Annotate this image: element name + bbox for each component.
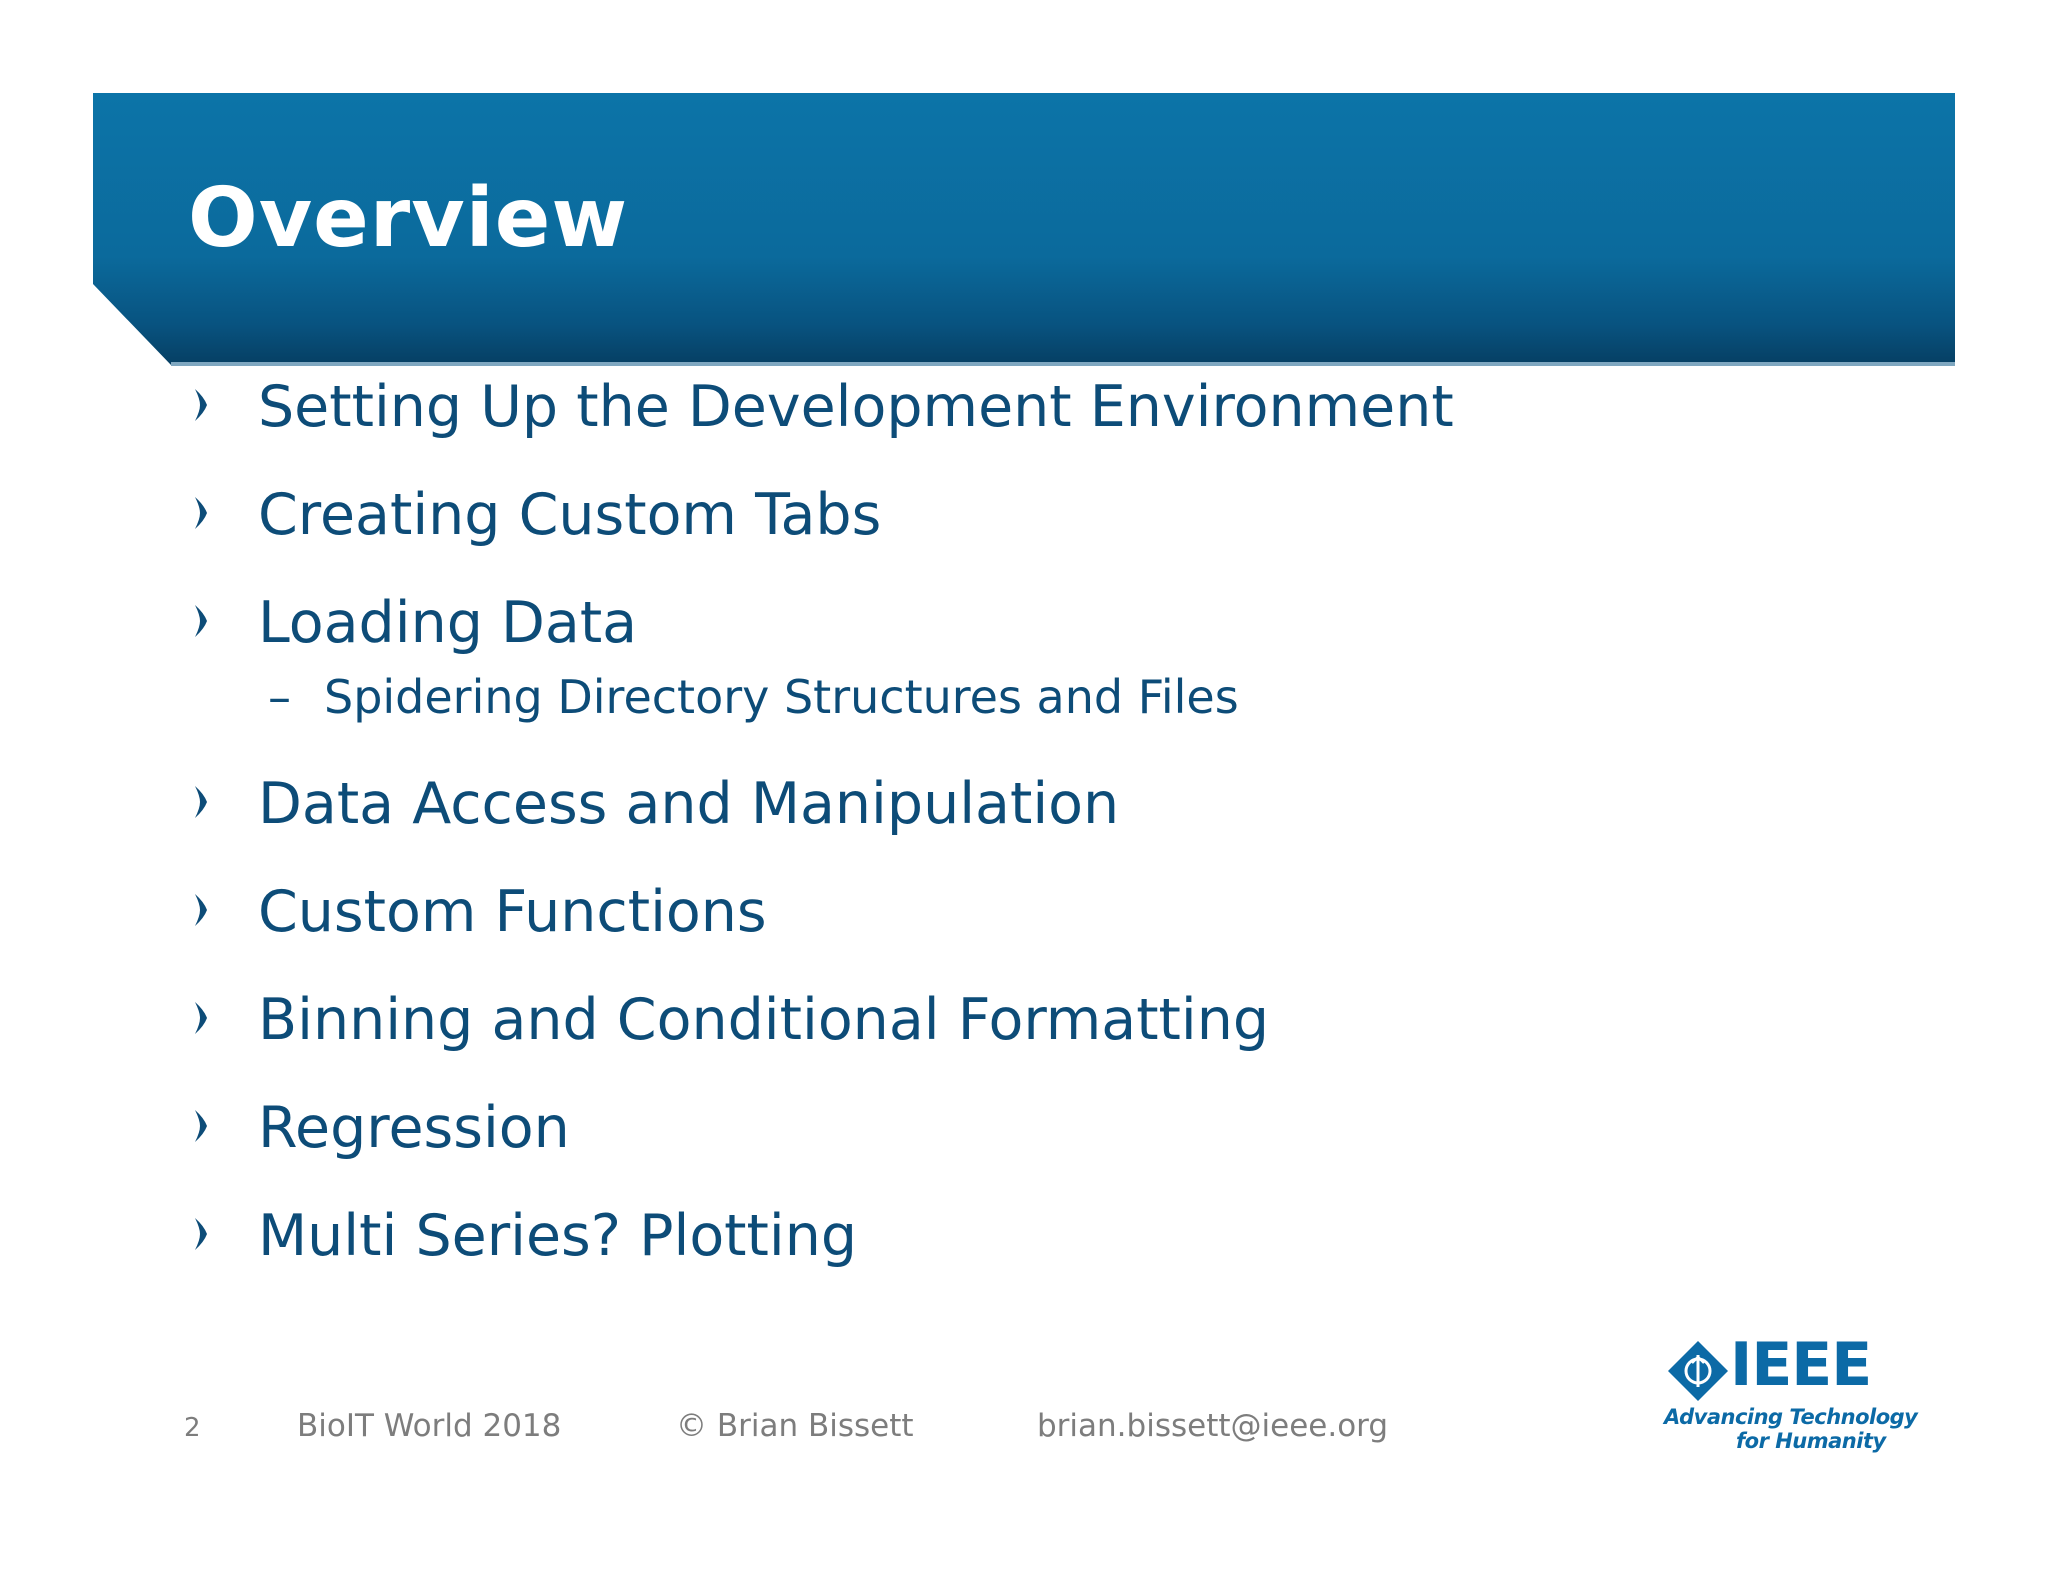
bullet-text: Data Access and Manipulation	[258, 771, 1120, 837]
chevron-right-icon	[190, 385, 214, 425]
chevron-right-icon	[190, 1106, 214, 1146]
chevron-right-icon	[190, 493, 214, 533]
ieee-logo	[1660, 1330, 1918, 1455]
bullet-text: Custom Functions	[258, 879, 767, 945]
chevron-right-icon	[190, 782, 214, 822]
footer-email: brian.bissett@ieee.org	[1037, 1408, 1389, 1444]
slide-title: Overview	[188, 171, 629, 266]
ieee-diamond-icon	[1666, 1339, 1730, 1403]
bullet-text: Binning and Conditional Formatting	[258, 987, 1270, 1053]
footer-copyright: © Brian Bissett	[676, 1408, 914, 1444]
ieee-tagline-line1: Advancing Technology	[1664, 1405, 1918, 1429]
chevron-right-icon	[190, 890, 214, 930]
ieee-tagline-line2: for Humanity	[1736, 1429, 1886, 1453]
bullet-text: Multi Series? Plotting	[258, 1203, 858, 1269]
chevron-right-icon	[190, 1214, 214, 1254]
bullet-text: Regression	[258, 1095, 570, 1161]
chevron-right-icon	[190, 998, 214, 1038]
chevron-right-icon	[190, 601, 214, 641]
bullet-text: Loading Data	[258, 590, 638, 656]
page-number: 2	[184, 1413, 201, 1443]
dash-marker: –	[268, 670, 291, 724]
ieee-wordmark: IEEE	[1730, 1330, 1872, 1400]
sub-bullet-text: Spidering Directory Structures and Files	[324, 670, 1239, 724]
bullet-text: Creating Custom Tabs	[258, 482, 882, 548]
bullet-text: Setting Up the Development Environment	[258, 374, 1454, 440]
footer-event: BioIT World 2018	[297, 1408, 562, 1444]
